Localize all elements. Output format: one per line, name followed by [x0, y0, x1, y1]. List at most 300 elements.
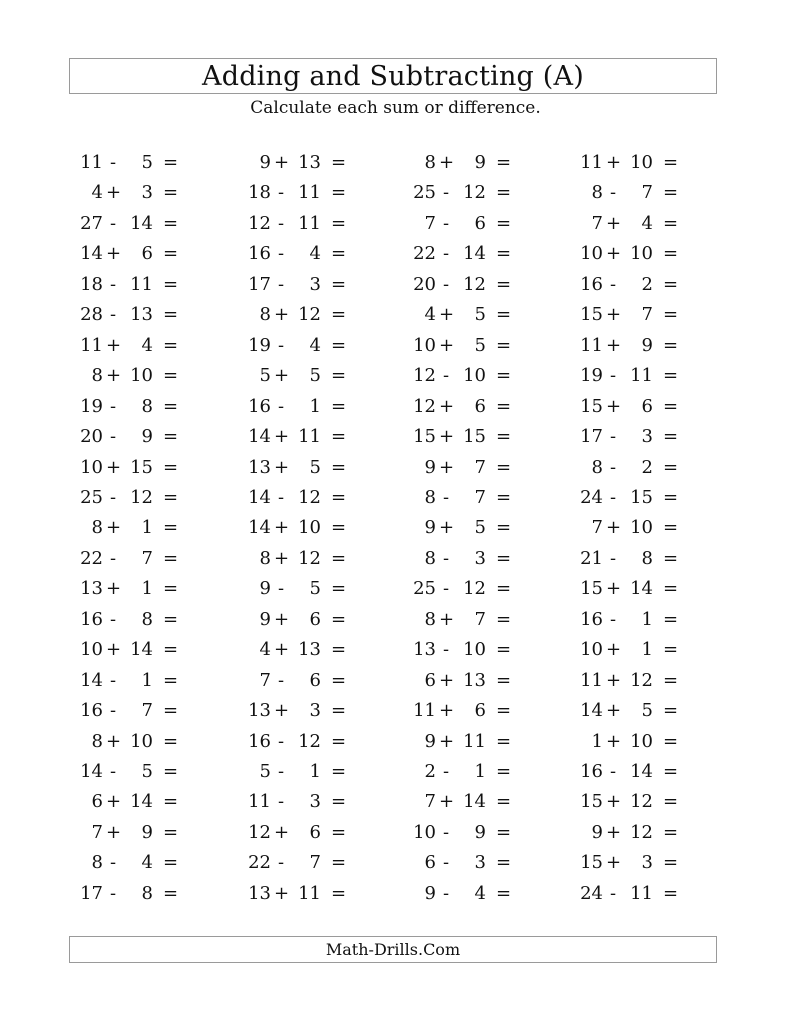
equals-sign: = — [331, 669, 347, 691]
operator: - — [277, 182, 285, 204]
second-operand: 14 — [130, 212, 153, 234]
operator: + — [606, 517, 622, 539]
first-operand: 15 — [580, 395, 603, 417]
first-operand: 11 — [248, 791, 271, 813]
second-operand: 11 — [630, 365, 653, 387]
first-operand: 9 — [259, 608, 271, 630]
second-operand: 14 — [630, 761, 653, 782]
second-operand: 12 — [463, 273, 486, 295]
first-operand: 8 — [591, 456, 603, 478]
second-operand: 11 — [630, 882, 653, 904]
operator: - — [442, 578, 450, 600]
operator: - — [109, 212, 117, 234]
second-operand: 5 — [309, 365, 321, 387]
equals-sign: = — [331, 761, 347, 782]
first-operand: 16 — [248, 243, 271, 265]
equals-sign: = — [496, 761, 512, 782]
first-operand: 4 — [424, 304, 436, 326]
first-operand: 10 — [413, 334, 436, 356]
operator: + — [606, 152, 622, 173]
first-operand: 14 — [80, 761, 103, 782]
second-operand: 3 — [309, 791, 321, 813]
equals-sign: = — [163, 761, 179, 782]
second-operand: 6 — [309, 821, 321, 843]
operator: - — [109, 882, 117, 904]
equals-sign: = — [163, 304, 179, 326]
first-operand: 6 — [91, 791, 103, 813]
operator: - — [609, 273, 617, 295]
equals-sign: = — [163, 182, 179, 204]
equals-sign: = — [331, 486, 347, 508]
operator: + — [439, 608, 455, 630]
operator: - — [277, 669, 285, 691]
operator: - — [277, 395, 285, 417]
second-operand: 12 — [298, 304, 321, 326]
operator: + — [106, 243, 122, 265]
first-operand: 7 — [91, 821, 103, 843]
operator: + — [606, 821, 622, 843]
operator: - — [442, 212, 450, 234]
operator: - — [109, 395, 117, 417]
second-operand: 11 — [298, 882, 321, 904]
first-operand: 14 — [248, 517, 271, 539]
equals-sign: = — [663, 426, 679, 448]
second-operand: 4 — [641, 212, 653, 234]
equals-sign: = — [496, 365, 512, 387]
first-operand: 14 — [80, 669, 103, 691]
first-operand: 13 — [248, 882, 271, 904]
equals-sign: = — [496, 608, 512, 630]
equals-sign: = — [496, 639, 512, 661]
first-operand: 12 — [413, 395, 436, 417]
second-operand: 6 — [474, 700, 486, 722]
second-operand: 11 — [130, 273, 153, 295]
operator: + — [606, 669, 622, 691]
second-operand: 3 — [474, 547, 486, 569]
equals-sign: = — [331, 182, 347, 204]
equals-sign: = — [496, 334, 512, 356]
second-operand: 7 — [474, 456, 486, 478]
first-operand: 19 — [248, 334, 271, 356]
first-operand: 14 — [248, 486, 271, 508]
operator: + — [606, 700, 622, 722]
equals-sign: = — [496, 243, 512, 265]
first-operand: 13 — [413, 639, 436, 661]
equals-sign: = — [663, 547, 679, 569]
first-operand: 25 — [80, 486, 103, 508]
operator: - — [277, 852, 285, 874]
second-operand: 12 — [630, 669, 653, 691]
first-operand: 10 — [80, 639, 103, 661]
operator: + — [106, 639, 122, 661]
operator: + — [606, 243, 622, 265]
equals-sign: = — [163, 365, 179, 387]
operator: - — [277, 486, 285, 508]
second-operand: 6 — [309, 669, 321, 691]
equals-sign: = — [163, 426, 179, 448]
second-operand: 10 — [630, 517, 653, 539]
second-operand: 3 — [309, 700, 321, 722]
equals-sign: = — [496, 212, 512, 234]
operator: + — [439, 426, 455, 448]
second-operand: 14 — [130, 639, 153, 661]
operator: - — [277, 212, 285, 234]
second-operand: 7 — [474, 608, 486, 630]
equals-sign: = — [663, 821, 679, 843]
first-operand: 11 — [580, 669, 603, 691]
operator: + — [439, 152, 455, 173]
operator: + — [274, 639, 290, 661]
operator: - — [442, 639, 450, 661]
equals-sign: = — [663, 517, 679, 539]
equals-sign: = — [331, 547, 347, 569]
second-operand: 10 — [298, 517, 321, 539]
equals-sign: = — [496, 517, 512, 539]
first-operand: 20 — [413, 273, 436, 295]
second-operand: 5 — [141, 761, 153, 782]
first-operand: 6 — [424, 852, 436, 874]
operator: + — [439, 669, 455, 691]
equals-sign: = — [496, 304, 512, 326]
operator: + — [274, 517, 290, 539]
equals-sign: = — [663, 334, 679, 356]
operator: + — [106, 791, 122, 813]
second-operand: 7 — [309, 852, 321, 874]
operator: - — [109, 700, 117, 722]
first-operand: 7 — [591, 517, 603, 539]
first-operand: 8 — [91, 730, 103, 752]
operator: + — [606, 304, 622, 326]
second-operand: 5 — [641, 700, 653, 722]
first-operand: 8 — [91, 365, 103, 387]
operator: - — [277, 578, 285, 600]
equals-sign: = — [163, 882, 179, 904]
second-operand: 7 — [641, 182, 653, 204]
first-operand: 25 — [413, 578, 436, 600]
second-operand: 1 — [641, 639, 653, 661]
equals-sign: = — [163, 243, 179, 265]
second-operand: 10 — [630, 243, 653, 265]
equals-sign: = — [163, 821, 179, 843]
operator: + — [106, 334, 122, 356]
second-operand: 7 — [641, 304, 653, 326]
second-operand: 5 — [309, 456, 321, 478]
equals-sign: = — [663, 882, 679, 904]
first-operand: 5 — [259, 761, 271, 782]
second-operand: 1 — [474, 761, 486, 782]
first-operand: 12 — [248, 212, 271, 234]
equals-sign: = — [163, 852, 179, 874]
first-operand: 10 — [413, 821, 436, 843]
second-operand: 15 — [463, 426, 486, 448]
equals-sign: = — [331, 821, 347, 843]
first-operand: 13 — [248, 700, 271, 722]
equals-sign: = — [663, 639, 679, 661]
equals-sign: = — [496, 730, 512, 752]
operator: + — [274, 365, 290, 387]
equals-sign: = — [663, 395, 679, 417]
equals-sign: = — [496, 426, 512, 448]
operator: + — [439, 700, 455, 722]
operator: + — [439, 730, 455, 752]
operator: - — [109, 852, 117, 874]
operator: + — [274, 456, 290, 478]
first-operand: 15 — [413, 426, 436, 448]
first-operand: 13 — [248, 456, 271, 478]
operator: + — [274, 547, 290, 569]
second-operand: 6 — [474, 212, 486, 234]
second-operand: 4 — [309, 243, 321, 265]
equals-sign: = — [496, 456, 512, 478]
equals-sign: = — [163, 700, 179, 722]
second-operand: 14 — [630, 578, 653, 600]
equals-sign: = — [496, 578, 512, 600]
first-operand: 17 — [580, 426, 603, 448]
operator: - — [442, 761, 450, 782]
first-operand: 8 — [424, 608, 436, 630]
operator: - — [277, 273, 285, 295]
second-operand: 3 — [309, 273, 321, 295]
operator: - — [277, 334, 285, 356]
equals-sign: = — [163, 334, 179, 356]
operator: + — [439, 456, 455, 478]
equals-sign: = — [496, 547, 512, 569]
equals-sign: = — [663, 608, 679, 630]
first-operand: 27 — [80, 212, 103, 234]
equals-sign: = — [331, 304, 347, 326]
second-operand: 7 — [141, 547, 153, 569]
equals-sign: = — [663, 456, 679, 478]
equals-sign: = — [163, 578, 179, 600]
equals-sign: = — [663, 365, 679, 387]
equals-sign: = — [163, 212, 179, 234]
first-operand: 19 — [80, 395, 103, 417]
operator: - — [277, 761, 285, 782]
second-operand: 11 — [463, 730, 486, 752]
first-operand: 9 — [259, 152, 271, 173]
equals-sign: = — [496, 182, 512, 204]
second-operand: 10 — [130, 730, 153, 752]
second-operand: 9 — [474, 821, 486, 843]
second-operand: 5 — [309, 578, 321, 600]
second-operand: 1 — [141, 517, 153, 539]
second-operand: 14 — [130, 791, 153, 813]
operator: + — [106, 365, 122, 387]
operator: + — [439, 791, 455, 813]
equals-sign: = — [331, 608, 347, 630]
first-operand: 15 — [580, 578, 603, 600]
operator: + — [606, 730, 622, 752]
operator: + — [274, 700, 290, 722]
operator: - — [109, 273, 117, 295]
first-operand: 18 — [80, 273, 103, 295]
second-operand: 12 — [130, 486, 153, 508]
first-operand: 11 — [580, 334, 603, 356]
first-operand: 8 — [424, 152, 436, 173]
operator: - — [109, 304, 117, 326]
equals-sign: = — [163, 730, 179, 752]
second-operand: 11 — [298, 426, 321, 448]
operator: - — [277, 730, 285, 752]
operator: + — [439, 334, 455, 356]
equals-sign: = — [496, 486, 512, 508]
equals-sign: = — [663, 700, 679, 722]
operator: - — [109, 152, 117, 173]
operator: - — [109, 426, 117, 448]
equals-sign: = — [163, 791, 179, 813]
operator: + — [274, 304, 290, 326]
second-operand: 1 — [141, 669, 153, 691]
operator: - — [609, 547, 617, 569]
first-operand: 8 — [259, 304, 271, 326]
second-operand: 12 — [463, 578, 486, 600]
operator: - — [609, 456, 617, 478]
equals-sign: = — [331, 243, 347, 265]
first-operand: 8 — [259, 547, 271, 569]
second-operand: 3 — [641, 426, 653, 448]
second-operand: 5 — [474, 517, 486, 539]
first-operand: 6 — [424, 669, 436, 691]
equals-sign: = — [163, 486, 179, 508]
second-operand: 3 — [641, 852, 653, 874]
operator: - — [609, 182, 617, 204]
operator: - — [442, 273, 450, 295]
equals-sign: = — [331, 639, 347, 661]
equals-sign: = — [331, 152, 347, 173]
operator: + — [274, 821, 290, 843]
first-operand: 7 — [591, 212, 603, 234]
operator: - — [109, 669, 117, 691]
operator: - — [609, 486, 617, 508]
second-operand: 10 — [630, 152, 653, 173]
second-operand: 12 — [298, 547, 321, 569]
operator: + — [606, 791, 622, 813]
first-operand: 4 — [91, 182, 103, 204]
first-operand: 22 — [248, 852, 271, 874]
equals-sign: = — [496, 821, 512, 843]
footer-box — [69, 936, 717, 963]
equals-sign: = — [331, 578, 347, 600]
second-operand: 6 — [309, 608, 321, 630]
first-operand: 9 — [424, 882, 436, 904]
equals-sign: = — [663, 852, 679, 874]
first-operand: 16 — [580, 761, 603, 782]
operator: - — [609, 882, 617, 904]
second-operand: 8 — [141, 608, 153, 630]
equals-sign: = — [663, 212, 679, 234]
second-operand: 4 — [141, 852, 153, 874]
operator: - — [277, 243, 285, 265]
second-operand: 1 — [309, 761, 321, 782]
first-operand: 16 — [248, 730, 271, 752]
first-operand: 8 — [424, 486, 436, 508]
operator: + — [106, 182, 122, 204]
equals-sign: = — [663, 152, 679, 173]
second-operand: 14 — [463, 791, 486, 813]
first-operand: 8 — [424, 547, 436, 569]
second-operand: 15 — [130, 456, 153, 478]
first-operand: 22 — [413, 243, 436, 265]
equals-sign: = — [663, 486, 679, 508]
first-operand: 11 — [80, 152, 103, 173]
first-operand: 24 — [580, 486, 603, 508]
first-operand: 25 — [413, 182, 436, 204]
equals-sign: = — [331, 517, 347, 539]
first-operand: 12 — [413, 365, 436, 387]
second-operand: 13 — [298, 639, 321, 661]
operator: - — [109, 486, 117, 508]
second-operand: 4 — [141, 334, 153, 356]
second-operand: 4 — [474, 882, 486, 904]
operator: - — [442, 486, 450, 508]
operator: + — [606, 212, 622, 234]
first-operand: 19 — [580, 365, 603, 387]
first-operand: 22 — [80, 547, 103, 569]
second-operand: 8 — [641, 547, 653, 569]
equals-sign: = — [331, 273, 347, 295]
first-operand: 11 — [580, 152, 603, 173]
second-operand: 14 — [463, 243, 486, 265]
second-operand: 5 — [474, 334, 486, 356]
equals-sign: = — [331, 395, 347, 417]
second-operand: 1 — [641, 608, 653, 630]
first-operand: 7 — [259, 669, 271, 691]
second-operand: 15 — [630, 486, 653, 508]
page-title: Adding and Subtracting (A) — [202, 60, 584, 92]
second-operand: 9 — [141, 821, 153, 843]
equals-sign: = — [163, 517, 179, 539]
first-operand: 15 — [580, 852, 603, 874]
equals-sign: = — [663, 730, 679, 752]
second-operand: 8 — [141, 395, 153, 417]
first-operand: 1 — [591, 730, 603, 752]
second-operand: 12 — [630, 791, 653, 813]
second-operand: 9 — [641, 334, 653, 356]
first-operand: 9 — [259, 578, 271, 600]
operator: + — [106, 517, 122, 539]
first-operand: 17 — [80, 882, 103, 904]
equals-sign: = — [496, 273, 512, 295]
first-operand: 16 — [248, 395, 271, 417]
operator: - — [277, 791, 285, 813]
equals-sign: = — [663, 243, 679, 265]
equals-sign: = — [163, 608, 179, 630]
first-operand: 10 — [80, 456, 103, 478]
operator: + — [606, 395, 622, 417]
equals-sign: = — [496, 882, 512, 904]
second-operand: 11 — [298, 182, 321, 204]
second-operand: 5 — [141, 152, 153, 173]
first-operand: 18 — [248, 182, 271, 204]
second-operand: 7 — [474, 486, 486, 508]
operator: - — [442, 852, 450, 874]
first-operand: 17 — [248, 273, 271, 295]
first-operand: 14 — [248, 426, 271, 448]
first-operand: 5 — [259, 365, 271, 387]
operator: - — [442, 547, 450, 569]
first-operand: 13 — [80, 578, 103, 600]
first-operand: 15 — [580, 304, 603, 326]
operator: - — [442, 821, 450, 843]
first-operand: 16 — [80, 700, 103, 722]
equals-sign: = — [163, 273, 179, 295]
first-operand: 28 — [80, 304, 103, 326]
operator: + — [106, 456, 122, 478]
second-operand: 10 — [463, 365, 486, 387]
operator: + — [274, 152, 290, 173]
first-operand: 15 — [580, 791, 603, 813]
operator: + — [439, 517, 455, 539]
